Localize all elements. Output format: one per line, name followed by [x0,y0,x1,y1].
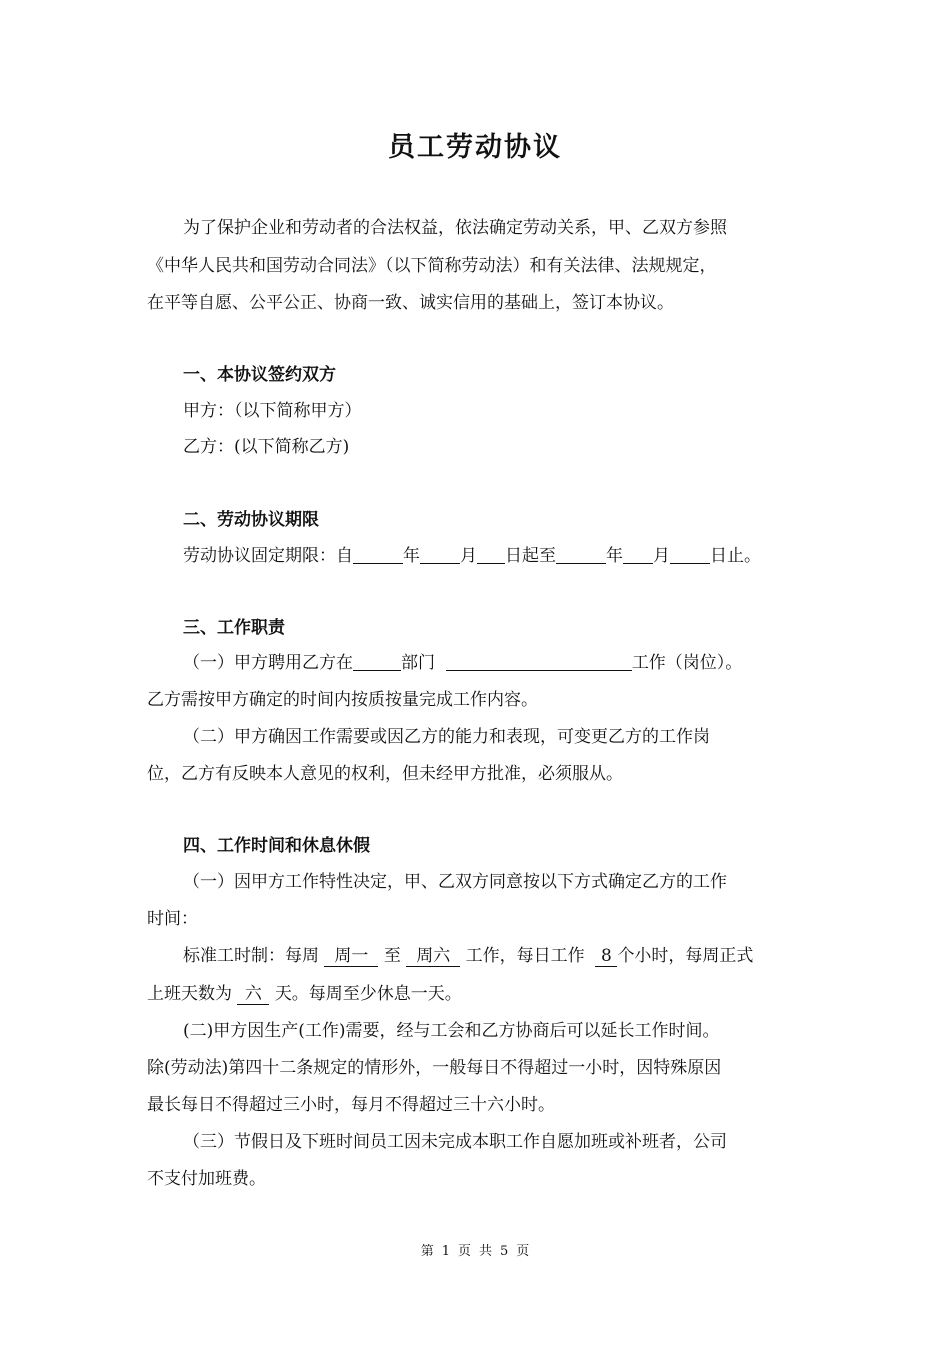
end-year-label: 年 [606,546,623,566]
department-blank[interactable] [353,652,401,671]
end-day-label: 日止。 [710,546,761,566]
party-a-line: 甲方：（以下简称甲方） [183,401,362,421]
end-month-label: 月 [653,546,670,566]
start-month-blank[interactable] [420,545,460,564]
duty-item-1-prefix: （一）甲方聘用乙方在 [183,653,353,673]
section-4-heading: 四、工作时间和休息休假 [183,836,370,856]
work-days-suffix: 天。每周至少休息一天。 [274,984,462,1004]
start-year-label: 年 [403,546,420,566]
position-blank[interactable] [446,652,632,671]
hours-item-1-line-1: （一）因甲方工作特性决定，甲、乙双方同意按以下方式确定乙方的工作 [183,872,727,892]
preamble-line-2: 《中华人民共和国劳动合同法》（以下简称劳动法）和有关法律、法规规定， [147,256,717,276]
page-unit: 页 [457,1244,471,1259]
start-day-label: 日起至 [505,546,556,566]
term-prefix: 劳动协议固定期限：自 [183,546,353,566]
end-day-blank[interactable] [670,545,710,564]
standard-hours-suffix: 个小时，每周正式 [617,946,754,966]
start-day-blank[interactable] [477,545,505,564]
duty-item-1-line-2: 乙方需按甲方确定的时间内按质按量完成工作内容。 [147,690,538,710]
standard-hours-mid: 工作，每日工作 [465,946,585,966]
standard-hours-prefix: 标准工时制：每周 [183,946,319,966]
hours-item-2-line-2: 除(劳动法)第四十二条规定的情形外，一般每日不得超过一小时，因特殊原因 [147,1058,722,1078]
duty-item-2-line-2: 位，乙方有反映本人意见的权利，但未经甲方批准，必须服从。 [147,764,623,784]
work-days-value[interactable]: 六 [237,984,269,1005]
page-footer [0,1243,950,1261]
total-pages: 5 [500,1244,509,1259]
end-year-blank[interactable] [556,545,606,564]
duty-item-2-line-1: （二）甲方确因工作需要或因乙方的能力和表现，可变更乙方的工作岗 [183,727,710,747]
preamble-line-3: 在平等自愿、公平公正、协商一致、诚实信用的基础上，签订本协议。 [147,293,674,313]
hours-item-2-line-1: (二)甲方因生产(工作)需要，经与工会和乙方协商后可以延长工作时间。 [183,1021,720,1041]
section-1-heading: 一、本协议签约双方 [183,365,336,385]
start-month-label: 月 [460,546,477,566]
department-label: 部门 [401,653,435,673]
party-b-line: 乙方：(以下简称乙方) [183,437,350,457]
start-year-blank[interactable] [353,545,403,564]
position-label: 工作（岗位）。 [631,653,743,673]
work-end-day[interactable]: 周六 [406,946,460,967]
daily-hours-value[interactable]: 8 [595,946,617,967]
hours-item-3-line-2: 不支付加班费。 [147,1169,266,1189]
hours-item-2-line-3: 最长每日不得超过三小时，每月不得超过三十六小时。 [147,1095,555,1115]
section-2-heading: 二、劳动协议期限 [183,510,319,530]
work-days-line [147,981,462,1007]
document-title: 员工劳动协议 [388,132,562,163]
hours-item-3-line-1: （三）节假日及下班时间员工因未完成本职工作自愿加班或补班者，公司 [183,1132,727,1152]
standard-hours-line [183,943,753,969]
work-start-day[interactable]: 周一 [324,946,378,967]
work-range-separator: 至 [383,946,401,966]
section-3-heading: 三、工作职责 [183,618,285,638]
page-label: 第 [420,1244,434,1259]
end-month-blank[interactable] [623,545,653,564]
work-days-prefix: 上班天数为 [147,984,232,1004]
total-label: 共 [479,1244,493,1259]
total-unit: 页 [516,1244,530,1259]
page-number: 1 [441,1244,450,1259]
preamble-line-1: 为了保护企业和劳动者的合法权益，依法确定劳动关系，甲、乙双方参照 [183,218,727,238]
term-line [183,543,761,569]
hours-item-1-line-2: 时间： [147,909,198,929]
duty-item-1-line-1 [183,650,742,676]
